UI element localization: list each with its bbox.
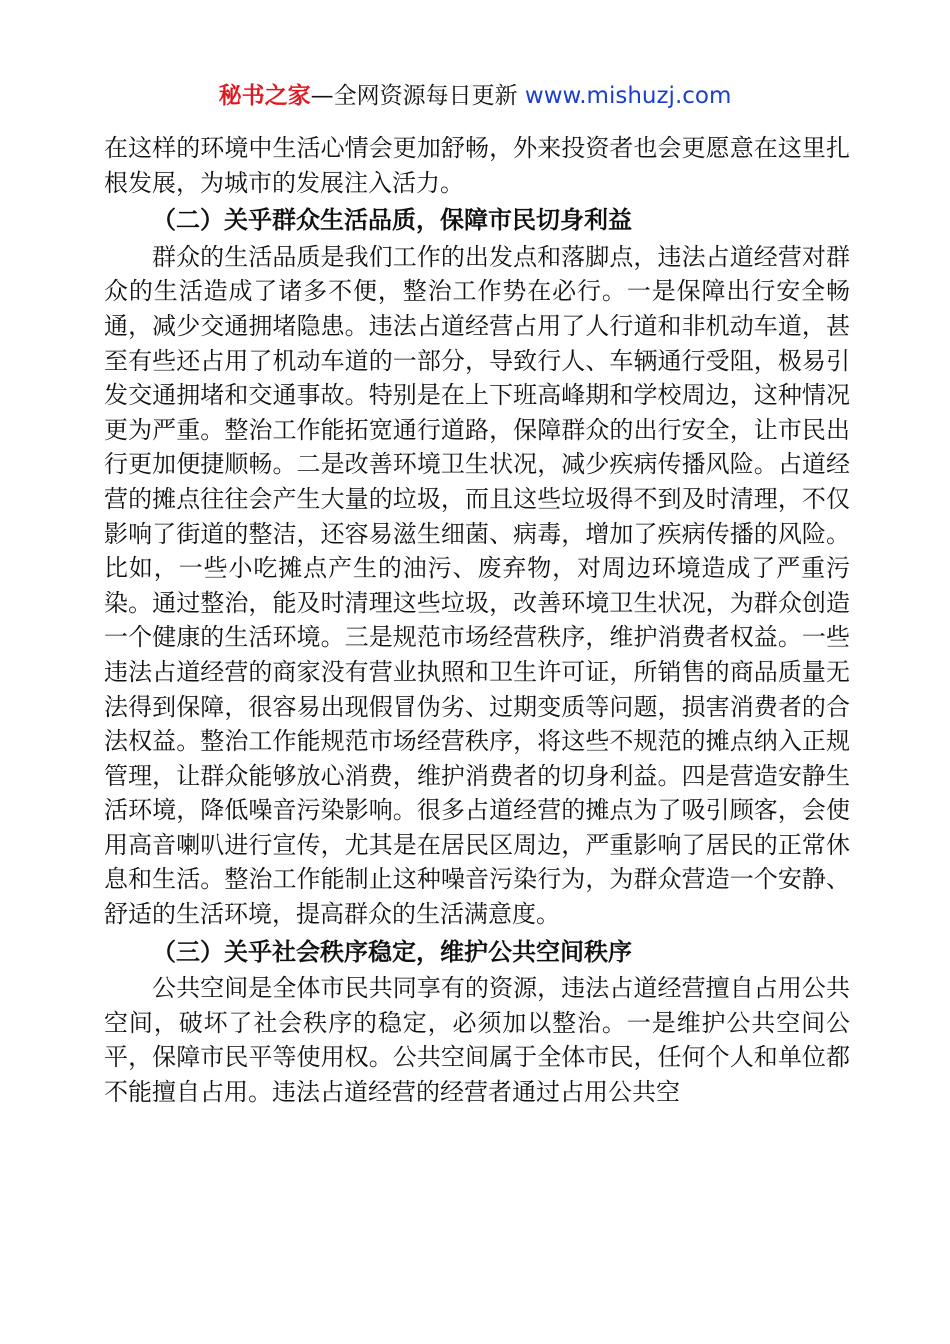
site-url[interactable]: www.mishuzj.com [524,83,732,109]
paragraph-section-3: 公共空间是全体市民共同享有的资源，违法占道经营擅自占用公共空间，破坏了社会秩序的稳定，必须加以整治。一是维护公共空间公平，保障市民平等使用权。公共空间属于全体市民，任何个人和单位都不能擅自占用。违法占道经营的经营者通过占用公共空 [104,974,850,1107]
page-header [0,80,950,112]
brand-name: 秘书之家 [218,83,311,109]
section-heading-2: （二）关乎群众生活品质，保障市民切身利益 [152,206,632,235]
section-heading-3: （三）关乎社会秩序稳定，维护公共空间秩序 [152,937,632,966]
header-tagline: —全网资源每日更新 [310,83,525,109]
paragraph-section-2: 群众的生活品质是我们工作的出发点和落脚点，违法占道经营对群众的生活造成了诸多不便，整治工作势在必行。一是保障出行安全畅通，减少交通拥堵隐患。违法占道经营占用了人行道和非机动车道，甚至有些还占用了机动车道的一部分，导致行人、车辆通行受阻，极易引发交通拥堵和交通事故。特别是在上下班高峰期和学校周边，这种情况更为严重。整治工作能拓宽通行道路，保障群众的出行安全，让市民出行更加便捷顺畅。二是改善环境卫生状况，减少疾病传播风险。占道经营的摊点往往会产生大量的垃圾，而且这些垃圾得不到及时清理，不仅影响了街道的整洁，还容易滋生细菌、病毒，增加了疾病传播的风险。比如，一些小吃摊点产生的油污、废弃物，对周边环境造成了严重污染。通过整治，能及时清理这些垃圾，改善环境卫生状况，为群众创造一个健康的生活环境。三是规范市场经营秩序，维护消费者权益。一些违法占道经营的商家没有营业执照和卫生许可证，所销售的商品质量无法得到保障，很容易出现假冒伪劣、过期变质等问题，损害消费者的合法权益。整治工作能规范市场经营秩序，将这些不规范的摊点纳入正规管理，让群众能够放心消费，维护消费者的切身利益。四是营造安静生活环境，降低噪音污染影响。很多占道经营的摊点为了吸引顾客，会使用高音喇叭进行宣传，尤其是在居民区周边，严重影响了居民的正常休息和生活。整治工作能制止这种噪音污染行为，为群众营造一个安静、舒适的生活环境，提高群众的生活满意度。 [104,242,850,929]
document-body [104,131,850,1110]
paragraph-intro: 在这样的环境中生活心情会更加舒畅，外来投资者也会更愿意在这里扎根发展，为城市的发展注入活力。 [104,134,850,197]
